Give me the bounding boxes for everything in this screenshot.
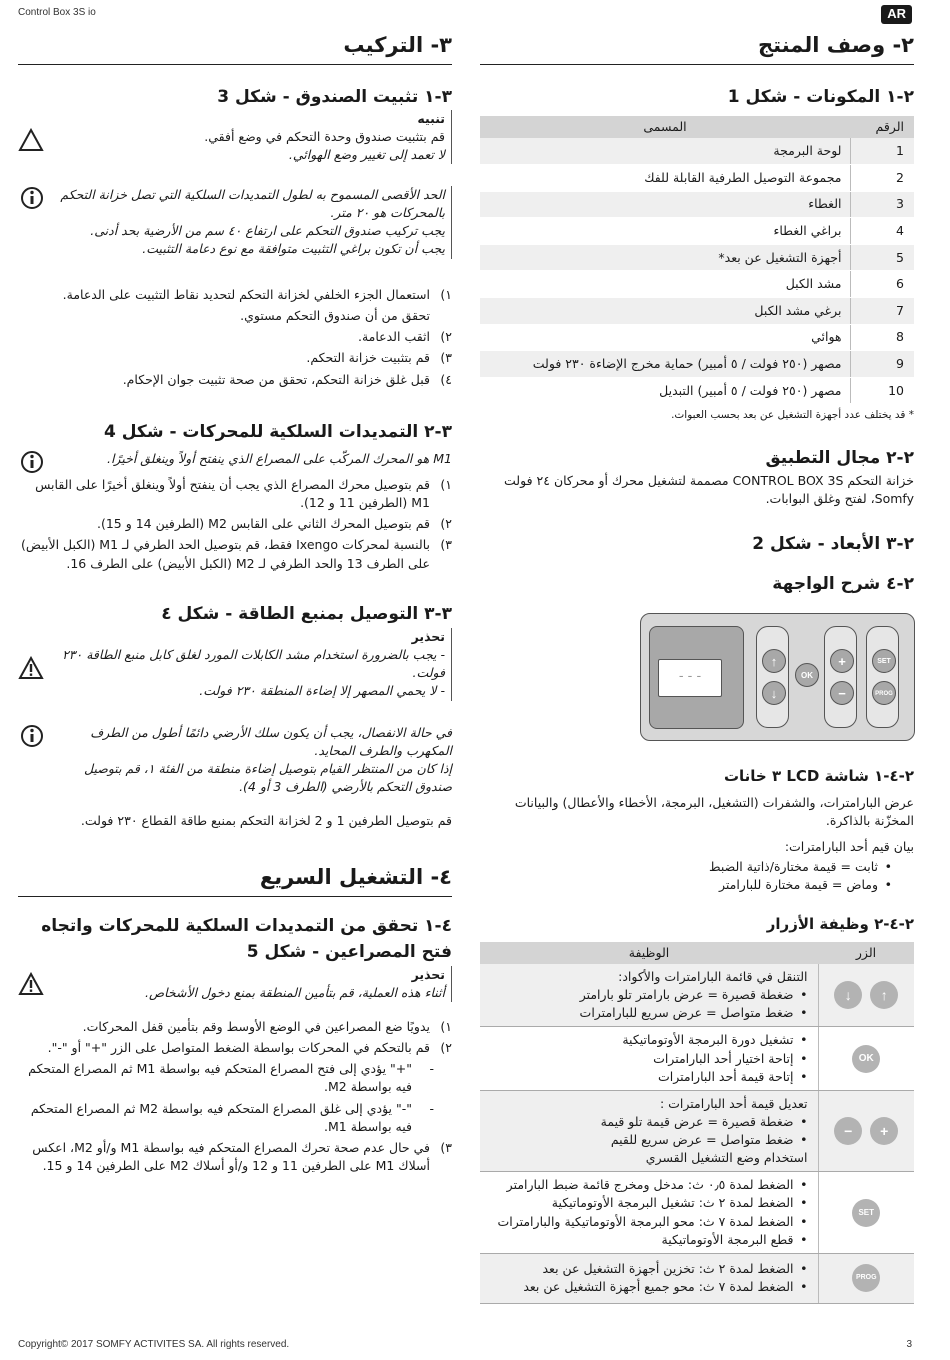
table-row: ↑↓ التنقل في قائمة البارامترات والأكواد: • ضغطة قصيرة = عرض بارامتر تلو بارامتر • ضغط متواصل = عرض سريع للبارامترات: [480, 964, 914, 1027]
heading-wiring: ٣-٢ التمديدات السلكية للمحركات - شكل 4: [104, 422, 452, 442]
list-item: - "+" يؤدي إلى فتح المصراع المتحكم فيه بواسطة M1 ثم المصراع المتحكم فيه بواسطة M2.: [28, 1061, 434, 1095]
list-item: ٤) قبل غلق خزانة التحكم، تحقق من صحة تثبيت جوان الإحكام.: [122, 371, 452, 387]
heading-mount: ٣-١ تثبيت الصندوق - شكل 3: [217, 87, 452, 107]
heading-buttons: ٢-٤-٢ وظيفة الأزرار: [766, 915, 914, 933]
list-item: ١) استعمال الجزء الخلفي لخزانة التحكم لتحديد نقاط التثبيت على الدعامة.: [62, 287, 452, 302]
list-item: ٣) قم بتثبيت خزانة التحكم.: [306, 350, 452, 366]
set-icon: SET: [852, 1199, 880, 1227]
table-row: 9 مصهر (٢٥٠ فولت / ٥ أمبير) حماية مخرج الإضاءة ٢٣٠ فولت: [480, 351, 914, 378]
list-item: - "-" يؤدي إلى غلق المصراع المتحكم فيه بواسطة M2 ثم المصراع المتحكم فيه بواسطة M1.: [30, 1100, 434, 1134]
table-row: 6 مشد الكبل: [480, 271, 914, 298]
ok-icon: OK: [852, 1045, 880, 1073]
table-row: PROG • الضغط لمدة ٢ ث: تخزين أجهزة التشغيل عن بعد • الضغط لمدة ٧ ث: محو جميع أجهزة التشغيل عن بعد: [480, 1253, 914, 1303]
table-row: 1 لوحة البرمجة: [480, 138, 914, 165]
set-button[interactable]: SET: [872, 649, 896, 673]
page-number: 3: [906, 1339, 912, 1350]
ok-button[interactable]: OK: [795, 663, 819, 687]
heading-power: ٣-٣ التوصيل بمنبع الطاقة - شكل ٤: [161, 604, 452, 624]
heading-interface: ٢-٤ شرح الواجهة: [772, 574, 914, 594]
table-row: 2 مجموعة التوصيل الطرفية القابلة للفك: [480, 165, 914, 192]
copyright: Copyright© 2017 SOMFY ACTIVITES SA. All rights reserved.: [18, 1339, 290, 1350]
lcd-display: - - -: [658, 659, 722, 697]
buttons-table: [480, 942, 914, 1304]
col-key: الزر: [818, 942, 914, 964]
table-header: [480, 942, 914, 964]
table-row: 10 مصهر (٢٥٠ فولت / ٥ أمبير) التبديل: [480, 377, 914, 404]
heading-product-description: ٢- وصف المنتج: [480, 30, 914, 65]
plus-button[interactable]: +: [830, 649, 854, 673]
product-name: Control Box 3S io: [18, 7, 96, 18]
language-badge: AR: [881, 5, 912, 24]
list-item: ٢) قم بتوصيل المحرك الثاني على القابس M2 (الطرفين 14 و 15).: [96, 516, 452, 532]
down-arrow-button[interactable]: ↓: [762, 681, 786, 705]
warning-triangle-icon: [18, 628, 44, 685]
warning-triangle-icon: [18, 110, 44, 157]
heading-lcd: ٢-٤-١ شاشة LCD ٣ خانات: [723, 767, 914, 785]
wiring-steps: [18, 476, 452, 576]
check-steps: [18, 1018, 452, 1178]
components-table: [480, 116, 914, 404]
minus-icon: −: [834, 1117, 862, 1145]
prog-icon: PROG: [852, 1264, 880, 1292]
heading-scope: ٢-٢ مجال التطبيق: [765, 448, 914, 468]
table-row: 8 هوائي: [480, 324, 914, 351]
list-item: • ثابت = قيمة مختارة/ذاتية الضبط: [480, 858, 892, 876]
heading-components: ٢-١ المكونات - شكل 1: [727, 87, 914, 107]
lcd-text: عرض البارامترات، والشفرات (التشغيل، البرمجة، الأخطاء والأعطال) والبيانات المخزّنة بالذاكرة.: [514, 795, 914, 829]
heading-check-wiring: ٤-١ تحقق من التمديدات السلكية للمحركات واتجاه فتح المصراعين - شكل 5: [41, 916, 452, 962]
button-slot-1: [756, 626, 789, 728]
heading-quick-start: ٤- التشغيل السريع: [18, 862, 452, 897]
info-icon: [18, 450, 44, 479]
heading-dimensions: ٢-٣ الأبعاد - شكل 2: [752, 534, 914, 554]
table-row: OK • تشغيل دورة البرمجة الأوتوماتيكية • إتاحة اختيار أحد البارامترات • إتاحة قيمة أحد البارامترات: [480, 1027, 914, 1090]
list-item: • وماض = قيمة مختارة للبارامتر: [480, 876, 892, 894]
plus-icon: +: [870, 1117, 898, 1145]
prog-button[interactable]: PROG: [872, 681, 896, 705]
table-row: 3 الغطاء: [480, 191, 914, 218]
button-slot-3: [866, 626, 899, 728]
control-panel-illustration: [640, 613, 915, 741]
list-item: تحقق من أن صندوق التحكم مستوي.: [240, 308, 430, 324]
table-row: SET • الضغط لمدة ٠٫٥ ث: مدخل ومخرج قائمة ضبط البارامتر • الضغط لمدة ٢ ث: تشغيل البرمجة الأوتوماتيكية • الضغط لمدة ٧ ث: محو البرمجة الأوتوماتيكية والبارامترات • قطع البرمجة الأوتوماتيكية: [480, 1172, 914, 1254]
info-note-1: الحد الأقصى المسموح به لطول التمديدات السلكية التي تصل خزانة التحكم بالمحركات هو ٢٠ متر. يجب تركيب صندوق التحكم على ارتفاع ٤٠ سم من الأرضية بحد أدنى. يجب أن تكون براغي التثبيت متوافقة مع نوع دعامة التثبيت.: [18, 186, 452, 259]
warning-triangle-icon: [18, 966, 44, 1001]
list-item: ١) يدويًا ضع المصراعين في الوضع الأوسط وقم بتأمين قفل المحركات.: [82, 1019, 452, 1034]
col-num: الرقم: [850, 116, 914, 138]
warning-note-3: تحذير أثناء هذه العملية، قم بتأمين المنطقة بمنع دخول الأشخاص.: [18, 966, 452, 1002]
warning-note-2: تحذير - يجب بالضرورة استخدام مشد الكابلات المورد لغلق كابل منبع الطاقة ٢٣٠ فولت. - لا يحمي المصهر إلا إضاءة المنطقة ٢٣٠ فولت.: [18, 628, 452, 701]
lcd-values-list: [480, 858, 914, 894]
info-icon: [18, 186, 44, 215]
up-arrow-icon: ↑: [870, 981, 898, 1009]
button-slot-2: [824, 626, 857, 728]
lcd-frame: [649, 626, 744, 729]
table-row: 5 أجهزة التشغيل عن بعد*: [480, 244, 914, 271]
info-note-2: M1 هو المحرك المركّب على المصراع الذي ينفتح أولاً وينغلق أخيرًا.: [18, 450, 452, 479]
list-item: ١) قم بتوصيل محرك المصراع الذي يجب أن ينفتح أولاً وينغلق أخيرًا على القابس M1 (الطرفين 11 و 12).: [35, 477, 452, 511]
info-note-3: في حالة الانفصال، يجب أن يكون سلك الأرضي دائمًا أطول من الطرف المكهرب والطرف المحايد. إذا كان من المنتظر القيام بتوصيل إضاءة منطقة من الفئة ١، قم بتوصيل صندوق التحكم بالأرضي (الطرف 3 أو 4).: [18, 724, 452, 797]
warning-note-1: تنبيه قم بتثبيت صندوق وحدة التحكم في وضع أفقي. لا تعمد إلى تغيير وضع الهوائي.: [18, 110, 452, 164]
table-footnote: * قد يختلف عدد أجهزة التشغيل عن بعد بحسب العبوات.: [671, 409, 914, 421]
table-header: [480, 116, 914, 138]
down-arrow-icon: ↓: [834, 981, 862, 1009]
col-function: الوظيفة: [480, 942, 818, 964]
up-arrow-button[interactable]: ↑: [762, 649, 786, 673]
list-item: ٢) قم بالتحكم في المحركات بواسطة الضغط المتواصل على الزر "+" أو "-".: [47, 1040, 452, 1056]
info-icon: [18, 724, 44, 753]
table-row: 4 براغي الغطاء: [480, 218, 914, 245]
mount-steps: [18, 286, 452, 392]
heading-installation: ٣- التركيب: [18, 30, 452, 65]
minus-button[interactable]: −: [830, 681, 854, 705]
list-item: ٢) اثقب الدعامة.: [357, 329, 452, 345]
list-item: ٣) بالنسبة لمحركات Ixengo فقط، قم بتوصيل الحد الطرفي لـ M1 (الكبل الأبيض) على الطرف 13 والحد الطرفي لـ M2 (الكبل الأبيض) على الطرف 16.: [21, 537, 452, 571]
power-text: قم بتوصيل الطرفين 1 و 2 لخزانة التحكم بمنبع طاقة القطاع ٢٣٠ فولت.: [80, 813, 452, 828]
col-name: المسمى: [480, 116, 850, 138]
list-item: ٣) في حال عدم صحة تحرك المصراع المتحكم فيه بواسطة M1 و/أو M2، اعكس أسلاك M1 على الطرفين 11 و 12 و/أو أسلاك M2 على الطرفين 14 و 15.: [32, 1139, 452, 1173]
scope-text: خزانة التحكم CONTROL BOX 3S مصممة لتشغيل محرك أو محركان ٢٤ فولت Somfy، لفتح وغلق البوابات.: [504, 473, 914, 507]
table-row: +− تعديل قيمة أحد البارامترات : • ضغطة قصيرة = عرض قيمة تلو قيمة • ضغط متواصل = عرض سريع للقيم استخدام وضع التشغيل القسري: [480, 1090, 914, 1172]
table-row: 7 برغي مشد الكبل: [480, 298, 914, 325]
lcd-values-title: بيان قيم أحد البارامترات:: [784, 839, 914, 854]
